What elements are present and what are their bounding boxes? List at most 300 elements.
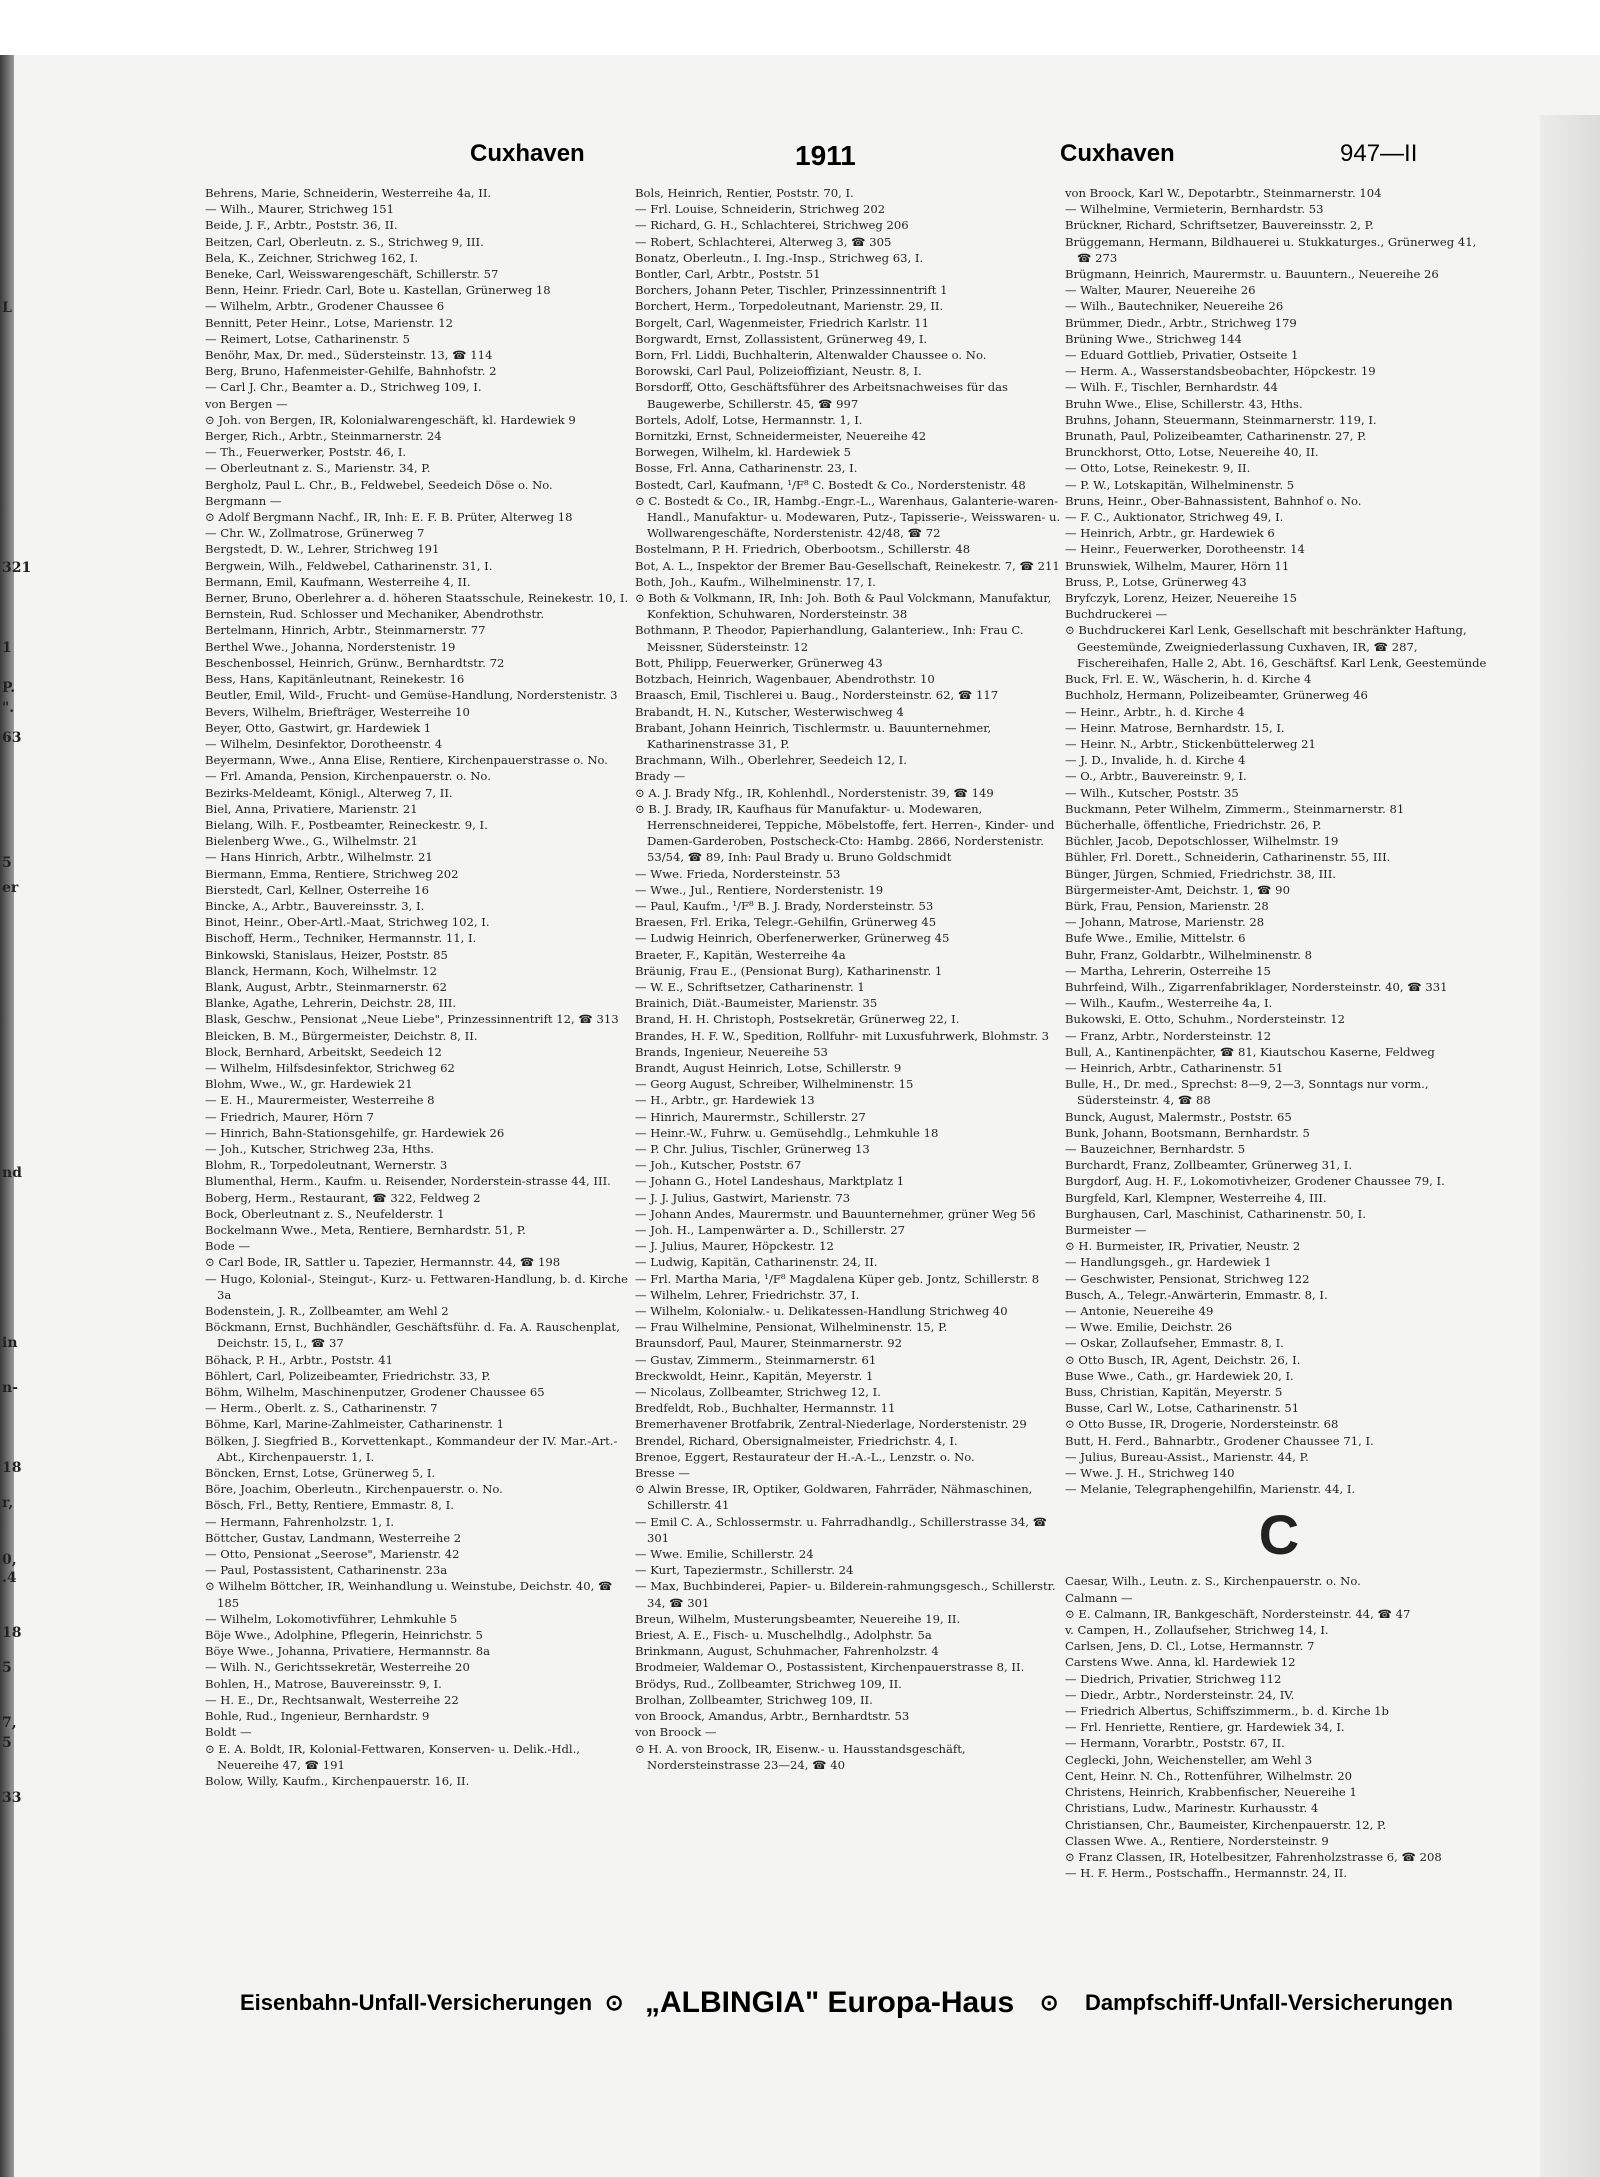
previous-page-fragment: in (2, 1335, 18, 1351)
previous-page-fragment: 1 (2, 640, 12, 656)
directory-entry: — Ludwig, Kapitän, Catharinenstr. 24, II. (635, 1255, 878, 1270)
directory-entry: Biermann, Emma, Rentiere, Strichweg 202 (205, 866, 459, 881)
directory-entry: Bess, Hans, Kapitänleutnant, Reinekestr. 16 (205, 672, 465, 687)
directory-entry: Buck, Frl. E. W., Wäscherin, h. d. Kirche 4 (1065, 672, 1312, 687)
directory-entry: Bürgermeister-Amt, Deichstr. 1, ☎ 90 (1065, 882, 1290, 897)
directory-entry: Bücherhalle, öffentliche, Friedrichstr. 26, P. (1065, 817, 1322, 832)
directory-entry: ⊙ H. Burmeister, IR, Privatier, Neustr. 2 (1065, 1239, 1301, 1254)
directory-entry: Bostelmann, P. H. Friedrich, Oberbootsm., Schillerstr. 48 (635, 542, 971, 557)
directory-entry: — Wwe. Frieda, Nordersteinstr. 53 (635, 866, 841, 881)
directory-entry: Böncken, Ernst, Lotse, Grünerweg 5, I. (205, 1466, 436, 1481)
directory-entry: Bela, K., Zeichner, Strichweg 162, I. (205, 250, 419, 265)
directory-entry: Beyer, Otto, Gastwirt, gr. Hardewiek 1 (205, 720, 432, 735)
directory-entry: Böhack, P. H., Arbtr., Poststr. 41 (205, 1352, 393, 1367)
directory-entry: — H., Arbtr., gr. Hardewiek 13 (635, 1093, 815, 1108)
directory-entry: Borchers, Johann Peter, Tischler, Prinzessinnentrift 1 (635, 283, 948, 298)
directory-entry: Berger, Rich., Arbtr., Steinmarnerstr. 24 (205, 429, 442, 444)
directory-entry: Benöhr, Max, Dr. med., Südersteinstr. 13, ☎ 114 (205, 348, 493, 363)
directory-entry: — Wilhelm, Kolonialw.- u. Delikatessen-Handlung Strichweg 40 (635, 1304, 1008, 1319)
directory-entry: Bergholz, Paul L. Chr., B., Feldwebel, Seedeich Döse o. No. (205, 477, 553, 492)
directory-entry: Bösch, Frl., Betty, Rentiere, Emmastr. 8, I. (205, 1498, 454, 1513)
previous-page-fragment: 33 (2, 1790, 22, 1806)
directory-entry: — Diedr., Arbtr., Nordersteinstr. 24, IV. (1065, 1687, 1295, 1702)
directory-entry: — Diedrich, Privatier, Strichweg 112 (1065, 1671, 1282, 1686)
directory-entry: Blumenthal, Herm., Kaufm. u. Reisender, Norderstein-strasse 44, III. (205, 1174, 611, 1189)
directory-entry: — Chr. W., Zollmatrose, Grünerweg 7 (205, 526, 425, 541)
directory-entry: Borwegen, Wilhelm, kl. Hardewiek 5 (635, 445, 852, 460)
directory-entry: — Oskar, Zollaufseher, Emmastr. 8, I. (1065, 1336, 1284, 1351)
directory-entry: — Frau Wilhelmine, Pensionat, Wilhelminenstr. 15, P. (635, 1320, 948, 1335)
directory-entry: Bunck, August, Malermstr., Poststr. 65 (1065, 1109, 1292, 1124)
directory-entry: Bott, Philipp, Feuerwerker, Grünerweg 43 (635, 655, 883, 670)
directory-entry: — Johann G., Hotel Landeshaus, Marktplatz 1 (635, 1174, 905, 1189)
directory-entry: Brabandt, H. N., Kutscher, Westerwischweg 4 (635, 704, 904, 719)
directory-entry: Buckmann, Peter Wilhelm, Zimmerm., Steinmarnerstr. 81 (1065, 801, 1405, 816)
directory-entry: Bremerhavener Brotfabrik, Zentral-Niederlage, Norderstenistr. 29 (635, 1417, 1027, 1432)
directory-entry: ⊙ Otto Busse, IR, Drogerie, Nordersteinstr. 68 (1065, 1417, 1339, 1432)
directory-entry: Blask, Geschw., Pensionat „Neue Liebe", Prinzessinnentrift 12, ☎ 313 (205, 1012, 619, 1027)
directory-entry: — Herm., Oberlt. z. S., Catharinenstr. 7 (205, 1401, 438, 1416)
directory-entry: Behrens, Marie, Schneiderin, Westerreihe 4a, II. (205, 186, 492, 200)
directory-entry: Biel, Anna, Privatiere, Marienstr. 21 (205, 801, 418, 816)
directory-entry: Burghausen, Carl, Maschinist, Catharinenstr. 50, I. (1065, 1206, 1366, 1221)
directory-entry: Brümmer, Diedr., Arbtr., Strichweg 179 (1065, 315, 1297, 330)
directory-entry: Bleicken, B. M., Bürgermeister, Deichstr. 8, II. (205, 1028, 478, 1043)
directory-entry: Blohm, R., Torpedoleutnant, Wernerstr. 3 (205, 1158, 448, 1173)
directory-entry: — Johann, Matrose, Marienstr. 28 (1065, 915, 1265, 930)
directory-entry: Brady — (635, 769, 686, 784)
directory-entry: Berg, Bruno, Hafenmeister-Gehilfe, Bahnhofstr. 2 (205, 364, 497, 379)
directory-entry: Bostedt, Carl, Kaufmann, ¹/F⁸ C. Bostedt & Co., Norderstenistr. 48 (635, 477, 1026, 492)
directory-entry: — J. D., Invalide, h. d. Kirche 4 (1065, 753, 1246, 768)
directory-entry: Bermann, Emil, Kaufmann, Westerreihe 4, II. (205, 574, 471, 589)
directory-entry: Brandt, August Heinrich, Lotse, Schillerstr. 9 (635, 1060, 902, 1075)
previous-page-fragment: n- (2, 1380, 18, 1396)
directory-entry: Burmeister — (1065, 1223, 1147, 1237)
directory-entry: Bruhns, Johann, Steuermann, Steinmarnerstr. 119, I. (1065, 412, 1377, 427)
directory-entry: — Wilhelmine, Vermieterin, Bernhardstr. 53 (1065, 202, 1324, 217)
directory-entry: Bruhn Wwe., Elise, Schillerstr. 43, Hths. (1065, 396, 1303, 411)
directory-entry: — Georg August, Schreiber, Wilhelminenstr. 15 (635, 1077, 914, 1092)
directory-column-3 (1065, 185, 1493, 2015)
directory-entry: — Robert, Schlachterei, Alterweg 3, ☎ 305 (635, 234, 892, 249)
footer-mark-right: ⊙ (1040, 1990, 1059, 2015)
directory-entry: ⊙ Joh. von Bergen, IR, Kolonialwarengeschäft, kl. Hardewiek 9 (205, 412, 576, 427)
directory-entry: Böttcher, Gustav, Landmann, Westerreihe 2 (205, 1530, 462, 1545)
previous-page-fragment: 18 (2, 1625, 22, 1641)
directory-entry: Brenoe, Eggert, Restaurateur der H.-A.-L., Lenzstr. o. No. (635, 1449, 975, 1464)
previous-page-fragment: 321 (2, 560, 32, 576)
directory-entry: — Hermann, Fahrenholzstr. 1, I. (205, 1514, 395, 1529)
directory-entry: Buhrfeind, Wilh., Zigarrenfabriklager, Nordersteinstr. 40, ☎ 331 (1065, 979, 1448, 994)
directory-entry: Bortels, Adolf, Lotse, Hermannstr. 1, I. (635, 412, 863, 427)
directory-entry: — Heinrich, Arbtr., gr. Hardewiek 6 (1065, 526, 1275, 541)
directory-entry: Bohle, Rud., Ingenieur, Bernhardstr. 9 (205, 1709, 430, 1724)
directory-entry: Binkowski, Stanislaus, Heizer, Poststr. 85 (205, 947, 448, 962)
directory-entry: — Reimert, Lotse, Catharinenstr. 5 (205, 331, 411, 346)
directory-entry: Braeter, F., Kapitän, Westerreihe 4a (635, 947, 846, 962)
directory-entry: — Heinr., Feuerwerker, Dorotheenstr. 14 (1065, 542, 1305, 557)
directory-entry: Classen Wwe. A., Rentiere, Nordersteinstr. 9 (1065, 1833, 1329, 1848)
directory-entry: — Joh. H., Lampenwärter a. D., Schillerstr. 27 (635, 1223, 906, 1237)
directory-entry: Bockelmann Wwe., Meta, Rentiere, Bernhardstr. 51, P. (205, 1223, 526, 1237)
directory-entry: ⊙ B. J. Brady, IR, Kaufhaus für Manufaktur- u. Modewaren, Herrenschneiderei, Teppiche, Möbelstoffe, fert. Herren-, Kinder- und Damen-Garderoben, Postscheck-Cto: Hambg. 2866, Norderstenistr. 53/54, ☎ 89, Inh: Paul Brady u. Bruno Goldschmidt (635, 801, 1055, 865)
directory-entry: Brendel, Richard, Obersignalmeister, Friedrichstr. 4, I. (635, 1433, 958, 1448)
directory-entry: Brainich, Diät.-Baumeister, Marienstr. 35 (635, 996, 878, 1011)
directory-entry: — Hinrich, Bahn-Stationsgehilfe, gr. Hardewiek 26 (205, 1125, 505, 1140)
directory-entry: — Wilh. N., Gerichtssekretär, Westerreihe 20 (205, 1660, 470, 1675)
directory-entry: — Wwe. Emilie, Schillerstr. 24 (635, 1547, 814, 1562)
directory-entry: Beutler, Emil, Wild-, Frucht- und Gemüse-Handlung, Norderstenistr. 3 (205, 688, 618, 703)
header-city-left: Cuxhaven (470, 140, 585, 167)
directory-entry: Brands, Ingenieur, Neuereihe 53 (635, 1044, 828, 1059)
directory-entry: Blanke, Agathe, Lehrerin, Deichstr. 28, III. (205, 996, 457, 1011)
directory-entry: Carlsen, Jens, D. Cl., Lotse, Hermannstr. 7 (1065, 1639, 1315, 1654)
directory-entry: ⊙ A. J. Brady Nfg., IR, Kohlenhdl., Norderstenistr. 39, ☎ 149 (635, 785, 994, 800)
directory-entry: — Paul, Postassistent, Catharinenstr. 23a (205, 1563, 448, 1578)
directory-entry: Blohm, Wwe., W., gr. Hardewiek 21 (205, 1077, 413, 1092)
directory-entry: Bols, Heinrich, Rentier, Poststr. 70, I. (635, 186, 854, 200)
directory-entry: Beitzen, Carl, Oberleutn. z. S., Strichweg 9, III. (205, 234, 484, 249)
directory-entry: — Richard, G. H., Schlachterei, Strichweg 206 (635, 218, 909, 233)
directory-entry: Berner, Bruno, Oberlehrer a. d. höheren Staatsschule, Reinekestr. 10, I. (205, 591, 629, 606)
directory-entry: Calmann — (1065, 1590, 1133, 1605)
directory-entry: Burgfeld, Karl, Klempner, Westerreihe 4, III. (1065, 1190, 1327, 1205)
directory-entry: — Joh., Kutscher, Poststr. 67 (635, 1158, 802, 1173)
directory-entry: — Joh., Kutscher, Strichweg 23a, Hths. (205, 1141, 434, 1156)
directory-entry: — Hinrich, Maurermstr., Schillerstr. 27 (635, 1109, 866, 1124)
directory-entry: Bühler, Frl. Dorett., Schneiderin, Catharinenstr. 55, III. (1065, 850, 1391, 865)
directory-entry: — Heinr. Matrose, Bernhardstr. 15, I. (1065, 720, 1285, 735)
directory-entry: ⊙ C. Bostedt & Co., IR, Hambg.-Engr.-L., Warenhaus, Galanterie-waren-Handl., Manufaktur- u. Modewaren, Putz-, Tapisserie-, Weisswaren- u. Wollwarengeschäfte, Norderstenistr. 42/48, ☎ 72 (635, 493, 1061, 541)
directory-entry: Brunswiek, Wilhelm, Maurer, Hörn 11 (1065, 558, 1290, 573)
directory-entry: Borsdorff, Otto, Geschäftsführer des Arbeitsnachweises für das Baugewerbe, Schillerstr. 45, ☎ 997 (635, 380, 1008, 411)
directory-entry: — Julius, Bureau-Assist., Marienstr. 44, P. (1065, 1449, 1309, 1464)
directory-entry: Benn, Heinr. Friedr. Carl, Bote u. Kastellan, Grünerweg 18 (205, 283, 551, 298)
directory-entry: Bergmann — (205, 493, 282, 508)
directory-entry: Bosse, Frl. Anna, Catharinenstr. 23, I. (635, 461, 858, 476)
directory-entry: — Otto, Lotse, Reinekestr. 9, II. (1065, 461, 1251, 476)
directory-entry: Buchholz, Hermann, Polizeibeamter, Grünerweg 46 (1065, 688, 1368, 703)
directory-entry: — Kurt, Tapeziermstr., Schillerstr. 24 (635, 1563, 854, 1578)
directory-entry: Burchardt, Franz, Zollbeamter, Grünerweg 31, I. (1065, 1158, 1353, 1173)
previous-page-fragment: 5 (2, 1735, 12, 1751)
directory-entry: — O., Arbtr., Bauvereinstr. 9, I. (1065, 769, 1247, 784)
footer-center-text: „ALBINGIA" Europa-Haus (645, 1986, 1015, 2019)
directory-entry: ⊙ E. A. Boldt, IR, Kolonial-Fettwaren, Konserven- u. Delik.-Hdl., Neuereihe 47, ☎ 191 (205, 1741, 580, 1772)
directory-entry: — J. J. Julius, Gastwirt, Marienstr. 73 (635, 1190, 851, 1205)
directory-entry: Bodenstein, J. R., Zollbeamter, am Wehl 2 (205, 1304, 449, 1319)
directory-entry: Bruns, Heinr., Ober-Bahnassistent, Bahnhof o. No. (1065, 493, 1362, 508)
directory-entry: Boberg, Herm., Restaurant, ☎ 322, Feldweg 2 (205, 1190, 481, 1205)
header-city-right: Cuxhaven (1060, 140, 1175, 167)
directory-entry: Beschenbossel, Heinrich, Grünw., Bernhardtstr. 72 (205, 655, 505, 670)
directory-entry: Bezirks-Meldeamt, Königl., Alterweg 7, II. (205, 785, 453, 800)
directory-entry: — Heinrich, Arbtr., Catharinenstr. 51 (1065, 1060, 1284, 1075)
directory-entry: Buchdruckerei — (1065, 607, 1168, 622)
directory-entry: Böhme, Karl, Marine-Zahlmeister, Catharinenstr. 1 (205, 1417, 504, 1432)
directory-entry: Bode — (205, 1239, 251, 1254)
directory-entry: — Heinr.-W., Fuhrw. u. Gemüsehdlg., Lehmkuhle 18 (635, 1125, 939, 1140)
directory-entry: Buse Wwe., Cath., gr. Hardewiek 20, I. (1065, 1368, 1294, 1383)
directory-column-2 (635, 185, 1063, 2015)
previous-page-fragment: nd (2, 1165, 22, 1181)
directory-entry: Beide, J. F., Arbtr., Poststr. 36, II. (205, 218, 398, 233)
directory-entry: Bergwein, Wilh., Feldwebel, Catharinenstr. 31, I. (205, 558, 493, 573)
directory-entry: Brunckhorst, Otto, Lotse, Neuereihe 40, II. (1065, 445, 1319, 460)
directory-entry: Böhm, Wilhelm, Maschinenputzer, Grodener Chaussee 65 (205, 1385, 545, 1400)
directory-entry: Busch, A., Telegr.-Anwärterin, Emmastr. 8, I. (1065, 1287, 1328, 1302)
directory-entry: — Oberleutnant z. S., Marienstr. 34, P. (205, 461, 431, 476)
directory-entry: — Wilh., Bautechniker, Neuereihe 26 (1065, 299, 1284, 314)
directory-entry: — Geschwister, Pensionat, Strichweg 122 (1065, 1271, 1310, 1286)
directory-entry: — H. E., Dr., Rechtsanwalt, Westerreihe 22 (205, 1692, 459, 1707)
previous-page-fragment: .4 (2, 1570, 17, 1586)
directory-entry: Bierstedt, Carl, Kellner, Osterreihe 16 (205, 882, 429, 897)
directory-entry: Bennitt, Peter Heinr., Lotse, Marienstr. 12 (205, 315, 453, 330)
directory-entry: Block, Bernhard, Arbeitskt, Seedeich 12 (205, 1044, 442, 1059)
previous-page-fragment: er (2, 880, 19, 896)
directory-entry: Christens, Heinrich, Krabbenfischer, Neuereihe 1 (1065, 1785, 1357, 1800)
directory-entry: — Emil C. A., Schlossermstr. u. Fahrradhandlg., Schillerstrasse 34, ☎ 301 (635, 1514, 1048, 1545)
footer-mark-left: ⊙ (605, 1990, 624, 2015)
directory-entry: — Gustav, Zimmerm., Steinmarnerstr. 61 (635, 1352, 877, 1367)
footer-right-text: Dampfschiff-Unfall-Versicherungen (1085, 1990, 1453, 2015)
directory-entry: — H. F. Herm., Postschaffn., Hermannstr. 24, II. (1065, 1866, 1348, 1881)
directory-entry: Bernstein, Rud. Schlosser und Mechaniker, Abendrothstr. (205, 607, 545, 622)
directory-entry: Bertelmann, Hinrich, Arbtr., Steinmarnerstr. 77 (205, 623, 486, 638)
directory-entry: — Frl. Amanda, Pension, Kirchenpauerstr. o. No. (205, 769, 491, 784)
directory-entry: ⊙ E. Calmann, IR, Bankgeschäft, Nordersteinstr. 44, ☎ 47 (1065, 1606, 1411, 1621)
directory-entry: — Hugo, Kolonial-, Steingut-, Kurz- u. Fettwaren-Handlung, b. d. Kirche 3a (205, 1271, 629, 1302)
previous-page-fragment: 5 (2, 1660, 12, 1676)
page-header (200, 140, 1480, 180)
directory-entry: Brand, H. H. Christoph, Postsekretär, Grünerweg 22, I. (635, 1012, 960, 1027)
directory-entry: Brinkmann, August, Schuhmacher, Fahrenholzstr. 4 (635, 1644, 939, 1659)
directory-entry: — Wilhelm, Desinfektor, Dorotheenstr. 4 (205, 736, 443, 751)
directory-entry: Brolhan, Zollbeamter, Strichweg 109, II. (635, 1692, 873, 1707)
previous-page-fragment: P. (2, 680, 16, 696)
directory-entry: ⊙ H. A. von Broock, IR, Eisenw.- u. Hausstandsgeschäft, Nordersteinstrasse 23—24, ☎ 40 (635, 1741, 966, 1772)
directory-entry: Bürk, Frau, Pension, Marienstr. 28 (1065, 898, 1269, 913)
directory-entry: Bölken, J. Siegfried B., Korvettenkapt., Kommandeur der IV. Mar.-Art.-Abt., Kirchenpauerstr. 1, I. (205, 1433, 618, 1464)
previous-page-fragment: ". (2, 700, 15, 716)
directory-entry: Christians, Ludw., Marinestr. Kurhausstr. 4 (1065, 1801, 1319, 1816)
previous-page-fragments (0, 160, 32, 1960)
directory-entry: Botzbach, Heinrich, Wagenbauer, Abendrothstr. 10 (635, 672, 935, 687)
directory-entry: — Ludwig Heinrich, Oberfenerwerker, Grünerweg 45 (635, 931, 950, 946)
directory-entry: Borowski, Carl Paul, Polizeioffiziant, Neustr. 8, I. (635, 364, 922, 379)
directory-entry: Brachmann, Wilh., Oberlehrer, Seedeich 12, I. (635, 753, 907, 768)
directory-entry: Both, Joh., Kaufm., Wilhelminenstr. 17, I. (635, 574, 876, 589)
directory-entry: — Wilh., Kaufm., Westerreihe 4a, I. (1065, 996, 1273, 1011)
directory-entry: Busse, Carl W., Lotse, Catharinenstr. 51 (1065, 1401, 1300, 1416)
directory-entry: ⊙ Otto Busch, IR, Agent, Deichstr. 26, I. (1065, 1352, 1301, 1367)
directory-entry: Braunsdorf, Paul, Maurer, Steinmarnerstr. 92 (635, 1336, 903, 1351)
directory-entry: Brödys, Rud., Zollbeamter, Strichweg 109, II. (635, 1676, 902, 1691)
directory-entry: — Bauzeichner, Bernhardstr. 5 (1065, 1141, 1246, 1156)
directory-entry: — Th., Feuerwerker, Poststr. 46, I. (205, 445, 407, 460)
directory-entry: Buhr, Franz, Goldarbtr., Wilhelminenstr. 8 (1065, 947, 1313, 962)
directory-entry: Brandes, H. F. W., Spedition, Rollfuhr- mit Luxusfuhrwerk, Blohmstr. 3 (635, 1028, 1050, 1043)
directory-entry: Bolow, Willy, Kaufm., Kirchenpauerstr. 16, II. (205, 1773, 470, 1788)
previous-page-fragment: 63 (2, 730, 22, 746)
directory-entry: — Franz, Arbtr., Nordersteinstr. 12 (1065, 1028, 1272, 1043)
directory-entry: Böre, Joachim, Oberleutn., Kirchenpauerstr. o. No. (205, 1482, 503, 1497)
directory-entry: — F. C., Auktionator, Strichweg 49, I. (1065, 510, 1284, 525)
page-footer-advert (240, 1986, 1480, 2030)
directory-entry: ⊙ Franz Classen, IR, Hotelbesitzer, Fahrenholzstrasse 6, ☎ 208 (1065, 1849, 1442, 1864)
previous-page-fragment: 5 (2, 855, 12, 871)
page-edge (1540, 115, 1600, 2177)
directory-entry: Briest, A. E., Fisch- u. Muschelhdlg., Adolphstr. 5a (635, 1628, 932, 1643)
directory-entry: — P. W., Lotskapitän, Wilhelminenstr. 5 (1065, 477, 1295, 492)
directory-entry: — Wwe., Jul., Rentiere, Norderstenistr. 19 (635, 882, 884, 897)
directory-entry: — Friedrich, Maurer, Hörn 7 (205, 1109, 374, 1124)
directory-entry: Borchert, Herm., Torpedoleutnant, Marienstr. 29, II. (635, 299, 944, 314)
directory-entry: Bünger, Jürgen, Schmied, Friedrichstr. 38, III. (1065, 866, 1336, 881)
directory-entry: Büchler, Jacob, Depotschlosser, Wilhelmstr. 19 (1065, 834, 1339, 849)
directory-entry: Böhlert, Carl, Polizeibeamter, Friedrichstr. 33, P. (205, 1368, 491, 1383)
directory-entry: — Max, Buchbinderei, Papier- u. Bilderein-rahmungsgesch., Schillerstr. 34, ☎ 301 (635, 1579, 1056, 1610)
directory-entry: — Melanie, Telegraphengehilfin, Marienstr. 44, I. (1065, 1482, 1356, 1497)
footer-left-text: Eisenbahn-Unfall-Versicherungen (240, 1990, 593, 2015)
directory-entry: — Handlungsgeh., gr. Hardewiek 1 (1065, 1255, 1272, 1270)
directory-entry: Breun, Wilhelm, Musterungsbeamter, Neuereihe 19, II. (635, 1611, 961, 1626)
previous-page-fragment: 7, (2, 1715, 17, 1731)
directory-entry: — Hermann, Vorarbtr., Poststr. 67, II. (1065, 1736, 1285, 1751)
directory-entry: Bielang, Wilh. F., Postbeamter, Reineckestr. 9, I. (205, 817, 488, 832)
directory-entry: von Bergen — (205, 396, 288, 411)
directory-entry: Bot, A. L., Inspektor der Bremer Bau-Gesellschaft, Reinekestr. 7, ☎ 211 (635, 558, 1060, 573)
directory-entry: ⊙ Carl Bode, IR, Sattler u. Tapezier, Hermannstr. 44, ☎ 198 (205, 1255, 561, 1270)
directory-entry: Bonatz, Oberleutn., I. Ing.-Insp., Strichweg 63, I. (635, 250, 924, 265)
directory-entry: — Carl J. Chr., Beamter a. D., Strichweg 109, I. (205, 380, 482, 395)
directory-entry: Buss, Christian, Kapitän, Meyerstr. 5 (1065, 1385, 1283, 1400)
directory-entry: Bryfczyk, Lorenz, Heizer, Neuereihe 15 (1065, 591, 1297, 606)
directory-entry: — Heinr. N., Arbtr., Stickenbüttelerweg 21 (1065, 736, 1316, 751)
directory-entry: Berthel Wwe., Johanna, Norderstenistr. 19 (205, 639, 456, 654)
header-page-number: 947—II (1340, 140, 1418, 167)
directory-entry: — Otto, Pensionat „Seerose", Marienstr. 42 (205, 1547, 460, 1562)
directory-entry: — Nicolaus, Zollbeamter, Strichweg 12, I. (635, 1385, 881, 1400)
directory-entry: — Wilh. F., Tischler, Bernhardstr. 44 (1065, 380, 1278, 395)
directory-entry: Borgelt, Carl, Wagenmeister, Friedrich Karlstr. 11 (635, 315, 930, 330)
directory-entry: — Wilh., Maurer, Strichweg 151 (205, 202, 395, 217)
directory-entry: ⊙ Both & Volkmann, IR, Inh: Joh. Both & Paul Volckmann, Manufaktur, Konfektion, Schuhwaren, Nordersteinstr. 38 (635, 591, 1052, 622)
directory-entry: Brüggemann, Hermann, Bildhauerei u. Stukkaturges., Grünerweg 41, ☎ 273 (1065, 234, 1477, 265)
directory-entry: — Frl. Henriette, Rentiere, gr. Hardewiek 34, I. (1065, 1720, 1345, 1735)
directory-entry: Beneke, Carl, Weisswarengeschäft, Schillerstr. 57 (205, 267, 499, 282)
directory-entry: Burgdorf, Aug. H. F., Lokomotivheizer, Grodener Chaussee 79, I. (1065, 1174, 1445, 1189)
directory-entry: — Frl. Martha Maria, ¹/F⁸ Magdalena Küper geb. Jontz, Schillerstr. 8 (635, 1271, 1040, 1286)
directory-entry: ⊙ Wilhelm Böttcher, IR, Weinhandlung u. Weinstube, Deichstr. 40, ☎ 185 (205, 1579, 613, 1610)
directory-entry: — P. Chr. Julius, Tischler, Grünerweg 13 (635, 1141, 870, 1156)
directory-entry: — Wwe. Emilie, Deichstr. 26 (1065, 1320, 1232, 1335)
directory-entry: — Walter, Maurer, Neuereihe 26 (1065, 283, 1256, 298)
directory-entry: Bock, Oberleutnant z. S., Neufelderstr. 1 (205, 1206, 445, 1221)
directory-entry: Borgwardt, Ernst, Zollassistent, Grünerweg 49, I. (635, 331, 928, 346)
directory-entry: Bergstedt, D. W., Lehrer, Strichweg 191 (205, 542, 440, 557)
directory-entry: von Broock, Amandus, Arbtr., Bernhardtstr. 53 (635, 1709, 910, 1724)
previous-page-fragment: 18 (2, 1460, 22, 1476)
directory-entry: Bräunig, Frau E., (Pensionat Burg), Katharinenstr. 1 (635, 963, 943, 978)
directory-entry: — Martha, Lehrerin, Osterreihe 15 (1065, 963, 1271, 978)
directory-entry: Boldt — (205, 1725, 252, 1740)
directory-entry: — Frl. Louise, Schneiderin, Strichweg 202 (635, 202, 886, 217)
directory-entry: Bontler, Carl, Arbtr., Poststr. 51 (635, 267, 821, 282)
directory-entry: Bukowski, E. Otto, Schuhm., Nordersteinstr. 12 (1065, 1012, 1345, 1027)
directory-entry: ⊙ Alwin Bresse, IR, Optiker, Goldwaren, Fahrräder, Nähmaschinen, Schillerstr. 41 (635, 1482, 1033, 1513)
directory-entry: Beyermann, Wwe., Anna Elise, Rentiere, Kirchenpauerstrasse o. No. (205, 753, 608, 768)
directory-entry: — Wilhelm, Hilfsdesinfektor, Strichweg 62 (205, 1060, 455, 1075)
directory-entry: Ceglecki, John, Weichensteller, am Wehl 3 (1065, 1752, 1313, 1767)
directory-entry: — Hans Hinrich, Arbtr., Wilhelmstr. 21 (205, 850, 433, 865)
directory-entry: von Broock — (635, 1725, 717, 1740)
directory-entry: Brüning Wwe., Strichweg 144 (1065, 331, 1242, 346)
directory-entry: Butt, H. Ferd., Bahnarbtr., Grodener Chaussee 71, I. (1065, 1433, 1374, 1448)
directory-entry: Born, Frl. Liddi, Buchhalterin, Altenwalder Chaussee o. No. (635, 348, 987, 363)
directory-entry: Caesar, Wilh., Leutn. z. S., Kirchenpauerstr. o. No. (1065, 1574, 1361, 1589)
directory-entry: Bevers, Wilhelm, Briefträger, Westerreihe 10 (205, 704, 470, 719)
directory-entry: — W. E., Schriftsetzer, Catharinenstr. 1 (635, 979, 865, 994)
directory-entry: Brodmeier, Waldemar O., Postassistent, Kirchenpauerstrasse 8, II. (635, 1660, 1025, 1675)
directory-entry: — Heinr., Arbtr., h. d. Kirche 4 (1065, 704, 1245, 719)
directory-entry: Bredfeldt, Rob., Buchhalter, Hermannstr. 11 (635, 1401, 896, 1416)
directory-entry: — J. Julius, Maurer, Höpckestr. 12 (635, 1239, 834, 1254)
directory-entry: Brügmann, Heinrich, Maurermstr. u. Bauuntern., Neuereihe 26 (1065, 267, 1439, 282)
directory-entry: Brunath, Paul, Polizeibeamter, Catharinenstr. 27, P. (1065, 429, 1367, 444)
directory-entry: Carstens Wwe. Anna, kl. Hardewiek 12 (1065, 1655, 1296, 1670)
directory-entry: — Eduard Gottlieb, Privatier, Ostseite 1 (1065, 348, 1299, 363)
directory-entry: — Wilh., Kutscher, Poststr. 35 (1065, 785, 1239, 800)
directory-entry: Braesen, Frl. Erika, Telegr.-Gehilfin, Grünerweg 45 (635, 915, 937, 930)
directory-entry: Bull, A., Kantinenpächter, ☎ 81, Kiautschou Kaserne, Feldweg (1065, 1044, 1435, 1059)
directory-entry: — Wilhelm, Arbtr., Grodener Chaussee 6 (205, 299, 445, 314)
directory-entry: Böje Wwe., Adolphine, Pflegerin, Heinrichstr. 5 (205, 1628, 483, 1643)
directory-entry: Böckmann, Ernst, Buchhändler, Geschäftsführ. d. Fa. A. Rauschenplat, Deichstr. 15, I., ☎ 37 (205, 1320, 620, 1351)
directory-entry: — E. H., Maurermeister, Westerreihe 8 (205, 1093, 435, 1108)
directory-entry: Bunk, Johann, Bootsmann, Bernhardstr. 5 (1065, 1125, 1310, 1140)
previous-page-fragment: r, (2, 1495, 14, 1511)
directory-column-1 (205, 185, 633, 2015)
directory-entry: Bufe Wwe., Emilie, Mittelstr. 6 (1065, 931, 1246, 946)
directory-entry: — Paul, Kaufm., ¹/F⁸ B. J. Brady, Nordersteinstr. 53 (635, 898, 934, 913)
directory-entry: Brückner, Richard, Schriftsetzer, Bauvereinsstr. 2, P. (1065, 218, 1374, 233)
directory-entry: Bohlen, H., Matrose, Bauvereinsstr. 9, I. (205, 1676, 442, 1691)
directory-entry: Bielenberg Wwe., G., Wilhelmstr. 21 (205, 834, 418, 849)
directory-entry: Bulle, H., Dr. med., Sprechst: 8—9, 2—3, Sonntags nur vorm., Südersteinstr. 4, ☎ 88 (1065, 1077, 1429, 1108)
directory-entry: Breckwoldt, Heinr., Kapitän, Meyerstr. 1 (635, 1368, 874, 1383)
directory-entry: Böye Wwe., Johanna, Privatiere, Hermannstr. 8a (205, 1644, 490, 1659)
directory-entry: — Herm. A., Wasserstandsbeobachter, Höpckestr. 19 (1065, 364, 1376, 379)
directory-entry: ⊙ Adolf Bergmann Nachf., IR, Inh: E. F. B. Prüter, Alterweg 18 (205, 510, 573, 525)
directory-entry: Bresse — (635, 1466, 690, 1481)
directory-entry: — Wwe. J. H., Strichweg 140 (1065, 1466, 1235, 1481)
directory-entry: v. Campen, H., Zollaufseher, Strichweg 14, I. (1065, 1623, 1329, 1638)
header-year: 1911 (795, 140, 856, 171)
section-letter-heading: C (1258, 1503, 1300, 1567)
directory-entry: Blanck, Hermann, Koch, Wilhelmstr. 12 (205, 963, 438, 978)
directory-entry: Christiansen, Chr., Baumeister, Kirchenpauerstr. 12, P. (1065, 1817, 1387, 1832)
previous-page-fragment: 0, (2, 1552, 17, 1568)
directory-entry: Bornitzki, Ernst, Schneidermeister, Neuereihe 42 (635, 429, 927, 444)
directory-entry: Bincke, A., Arbtr., Bauvereinsstr. 3, I. (205, 898, 425, 913)
directory-entry: Cent, Heinr. N. Ch., Rottenführer, Wilhelmstr. 20 (1065, 1768, 1352, 1783)
directory-entry: — Wilhelm, Lokomotivführer, Lehmkuhle 5 (205, 1611, 458, 1626)
directory-entry: Bothmann, P. Theodor, Papierhandlung, Galanteriew., Inh: Frau C. Meissner, Südersteinstr. 12 (635, 623, 1024, 654)
directory-entry: — Friedrich Albertus, Schiffszimmerm., b. d. Kirche 1b (1065, 1704, 1389, 1719)
